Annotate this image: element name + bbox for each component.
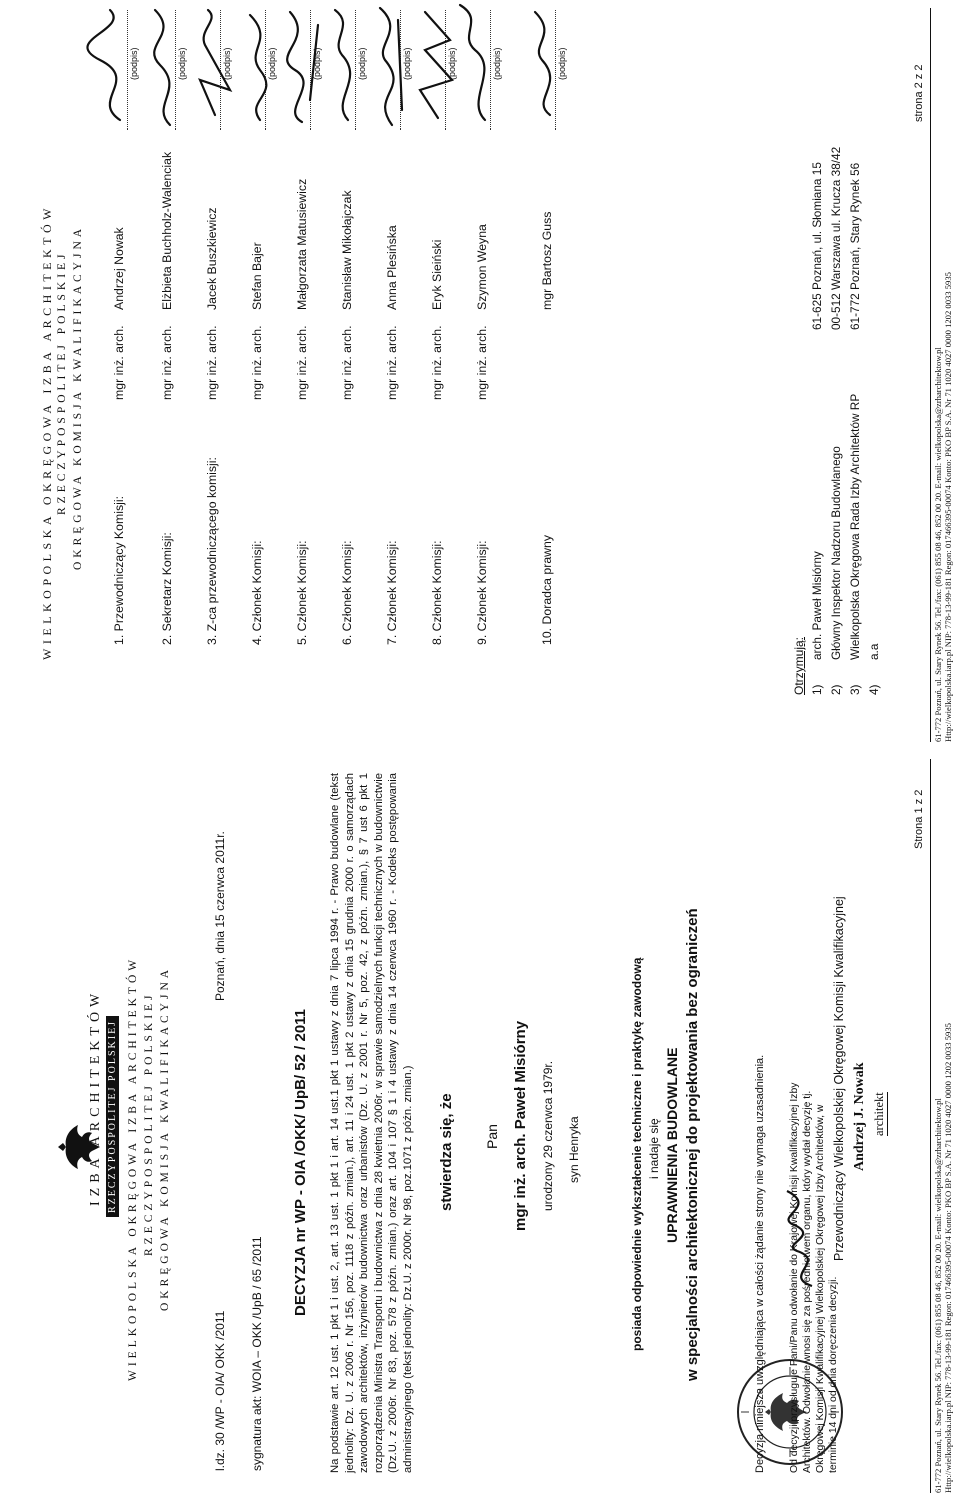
member-role: 6. Członek Komisji: — [340, 540, 354, 645]
eligibility-statement: i nadaje się — [647, 1118, 661, 1179]
stamp-name: Andrzej J. Nowak — [852, 1062, 867, 1171]
signature-caption: (podpis) — [492, 47, 502, 80]
member-role: 7. Członek Komisji: — [385, 540, 399, 645]
appeal-instruction: Od decyzji przysługuje Pani/Panu odwołanie do Krajowej Komisji Kwalifikacyjnej Izby Architektów. Odwołanie wnosi się za pośrednictwem organu, który wydał decyzję tj. Okręgowej Komisji Kwalifikacyjnej Wielkopolskiej Okręgowej Izby Architektów, w terminie 14 dni od dnia doręczenia decyzji. — [789, 1082, 839, 1473]
signature-caption: (podpis) — [222, 47, 232, 80]
qualification-statement: posiada odpowiednie wykształcenie techniczne i praktykę zawodową — [630, 957, 644, 1351]
member-name: Stanisław Mikołajczak — [340, 190, 354, 310]
page-2-sheet — [0, 0, 960, 750]
chairman-role: Przewodniczący Wielkopolskiej Okręgowej Komisji Kwalifikacyjnej — [832, 896, 846, 1261]
member-role: 10. Doradca prawny — [540, 534, 554, 645]
footer-line-1: 61-772 Poznań, ul. Stary Rynek 56. Tel./fax: (061) 855 08 46, 852 00 20. E-mail: wielkopolska@zrharchitektow.pl — [933, 1098, 943, 1493]
org-name-line-2: RZECZYPOSPOLITEJ POLSKIEJ — [143, 991, 155, 1256]
page-number: strona 2 z 2 — [913, 64, 925, 122]
member-role: 4. Członek Komisji: — [250, 540, 264, 645]
chamber-band: RZECZYPOSPOLITEJ POLSKIEJ — [106, 1016, 119, 1217]
org-name-line-3: OKRĘGOWA KOMISJA KWALIFIKACYJNA — [72, 224, 84, 570]
signature-caption: (podpis) — [357, 47, 367, 80]
reference-number: l.dz. 30 /WP - OIA/ OKK /2011 — [213, 1310, 227, 1471]
signature-caption: (podpis) — [177, 47, 187, 80]
member-name: mgr Bartosz Guss — [540, 211, 554, 310]
member-role: 5. Członek Komisji: — [295, 540, 309, 645]
member-title: mgr inż. arch. — [430, 325, 444, 400]
statement-heading: stwierdza się, że — [438, 1093, 455, 1211]
footer-line-2: Http://wielkopolska.iarp.pl NIP: 778-13-99-181 Regon: 017466395-00074 Konto: PKO BP S.A. Nr 71 1020 4027 0000 1202 0033 5935 — [943, 1023, 953, 1493]
signature-caption: (podpis) — [129, 47, 139, 80]
signature-caption: (podpis) — [312, 47, 322, 80]
member-name: Elżbieta Buchholz-Walenciak — [160, 151, 174, 310]
page-1-sheet — [0, 751, 960, 1501]
recipient-number: 4) — [867, 684, 881, 695]
recipient-name: Główny Inspektor Nadzoru Budowlanego — [829, 446, 843, 660]
footer-line-2: Http://wielkopolska.iarp.pl NIP: 778-13-99-181 Regon: 017466395-00074 Konto: PKO BP S.A. Nr 71 1020 4027 0000 1202 0033 5935 — [943, 272, 953, 742]
chairman-signature — [772, 1186, 832, 1296]
member-title: mgr inż. arch. — [160, 325, 174, 400]
org-name-line-2: RZECZYPOSPOLITEJ POLSKIEJ — [56, 250, 68, 515]
member-name: Eryk Sieiński — [430, 239, 444, 310]
signature-caption: (podpis) — [402, 47, 412, 80]
footer — [930, 8, 953, 742]
member-role: 8. Członek Komisji: — [430, 540, 444, 645]
member-role: 1. Przewodniczący Komisji: — [112, 496, 126, 645]
stamp-title: architekt — [872, 1092, 886, 1136]
father-name: syn Henryka — [567, 1116, 581, 1183]
issue-date: Poznań, dnia 15 czerwca 2011r. — [213, 831, 227, 1001]
member-title: mgr inż. arch. — [340, 325, 354, 400]
member-title: mgr inż. arch. — [475, 325, 489, 400]
decision-note: Decyzja niniejsza uwzględniająca w całości żądanie strony nie wymaga uzasadnienia. — [754, 1054, 766, 1473]
chamber-name: IZBA ARCHITEKTÓW — [88, 988, 103, 1206]
recipient-address: 00-512 Warszawa ul. Krucza 38/42 — [829, 146, 843, 330]
member-title: mgr inż. arch. — [250, 325, 264, 400]
member-name: Stefan Bajer — [250, 242, 264, 310]
legal-basis-paragraph: Na podstawie art. 12 ust. 1 pkt 1 i ust. 2, art. 13 ust. 1 pkt 1 i art. 14 ust.1 pkt 1 ustawy z dnia 7 lipca 1994 r. - Prawo budowlane (tekst jednolity: Dz. U. z 2006 r. Nr 156, poz. 1118 z późn. zmian.), art. 11 i 24 ust. 1 pkt 2 ustawy z dnia 15 grudnia 2000 r. o samorządach zawodowych architektów, inżynierów budownictwa oraz urbanistów (Dz. U. z 2001 r. Nr 5, poz. 42, z późn. zmian.), § 7 ust 6 pkt 1 rozporządzenia Ministra Transportu i budownictwa z dnia 28 kwietnia 2006r. w sprawie samodzielnych funkcji technicznych w budownictwie (Dz.U. z 2006r. Nr 83, poz. 578 z późn. zmian.) oraz art. 104 i 107 § 1 i 4 ustawy z dnia 14 czerwca 1960 r. - Kodeks postępowania administracyjnego (tekst jednolity: Dz.U. z 2000r. Nr 98, poz.1071 z późn. zmian.) — [329, 773, 414, 1473]
recipient-number: 3) — [848, 684, 862, 695]
permission-type: UPRAWNIENIA BUDOWLANE — [664, 1047, 680, 1243]
member-role: 2. Sekretarz Komisji: — [160, 532, 174, 645]
recipient-number: 1) — [810, 684, 824, 695]
member-role: 9. Członek Komisji: — [475, 540, 489, 645]
handwritten-signatures — [80, 0, 580, 140]
birth-date: urodzony 29 czerwca 1979r. — [541, 1060, 555, 1211]
org-name-line-1: WIELKOPOLSKA OKRĘGOWA IZBA ARCHITEKTÓW — [40, 204, 54, 660]
member-title: mgr inż. arch. — [295, 325, 309, 400]
org-name-line-3: OKRĘGOWA KOMISJA KWALIFIKACYJNA — [159, 965, 171, 1311]
member-name: Szymon Weyna — [475, 224, 489, 310]
salutation: Pan — [484, 1124, 500, 1149]
signature-caption: (podpis) — [557, 47, 567, 80]
signature-caption: (podpis) — [447, 47, 457, 80]
footer-line-1: 61-772 Poznań, ul. Stary Rynek 56. Tel./fax: (061) 855 08 46, 852 00 20. E-mail: wielkopolska@zrharchitektow.pl — [933, 347, 943, 742]
member-name: Małgorzata Matusiewicz — [295, 178, 309, 310]
recipient-address: 61-772 Poznań, Stary Rynek 56 — [848, 162, 862, 330]
page-number: Strona 1 z 2 — [913, 789, 925, 849]
member-name: Andrzej Nowak — [112, 227, 126, 310]
recipients-heading: Otrzymują: — [792, 636, 806, 695]
member-title: mgr inż. arch. — [205, 325, 219, 400]
permission-specialty: w specjalności architektonicznej do projektowania bez ograniczeń — [684, 908, 701, 1381]
signature-caption: (podpis) — [267, 47, 277, 80]
recipient-address: 61-625 Poznań, ul. Słomiana 15 — [810, 162, 824, 330]
member-name: Jacek Buszkiewicz — [205, 207, 219, 310]
document-page-1 — [0, 751, 960, 1501]
recipient-number: 2) — [829, 684, 843, 695]
member-title: mgr inż. arch. — [112, 325, 126, 400]
org-name-line-1: WIELKOPOLSKA OKRĘGOWA IZBA ARCHITEKTÓW — [127, 955, 139, 1381]
recipient-name: arch. Paweł Misiórny — [810, 551, 824, 660]
footer — [930, 759, 953, 1493]
document-page-2 — [0, 0, 960, 750]
member-name: Anna Plesińska — [385, 225, 399, 310]
recipient-name: mgr inż. arch. Paweł Misiórny — [512, 1020, 529, 1231]
decision-title: DECYZJA nr WP - OIA /OKK/ UpB/ 52 / 2011 — [292, 1008, 309, 1316]
member-role: 3. Z-ca przewodniczącego komisji: — [205, 457, 219, 645]
recipient-name: a.a — [867, 643, 881, 660]
member-title: mgr inż. arch. — [385, 325, 399, 400]
recipient-name: Wielkopolska Okręgowa Rada Izby Architektów RP — [848, 393, 862, 660]
case-signature: sygnatura akt: WOIA – OKK /UpB / 65 /2011 — [250, 1236, 264, 1471]
